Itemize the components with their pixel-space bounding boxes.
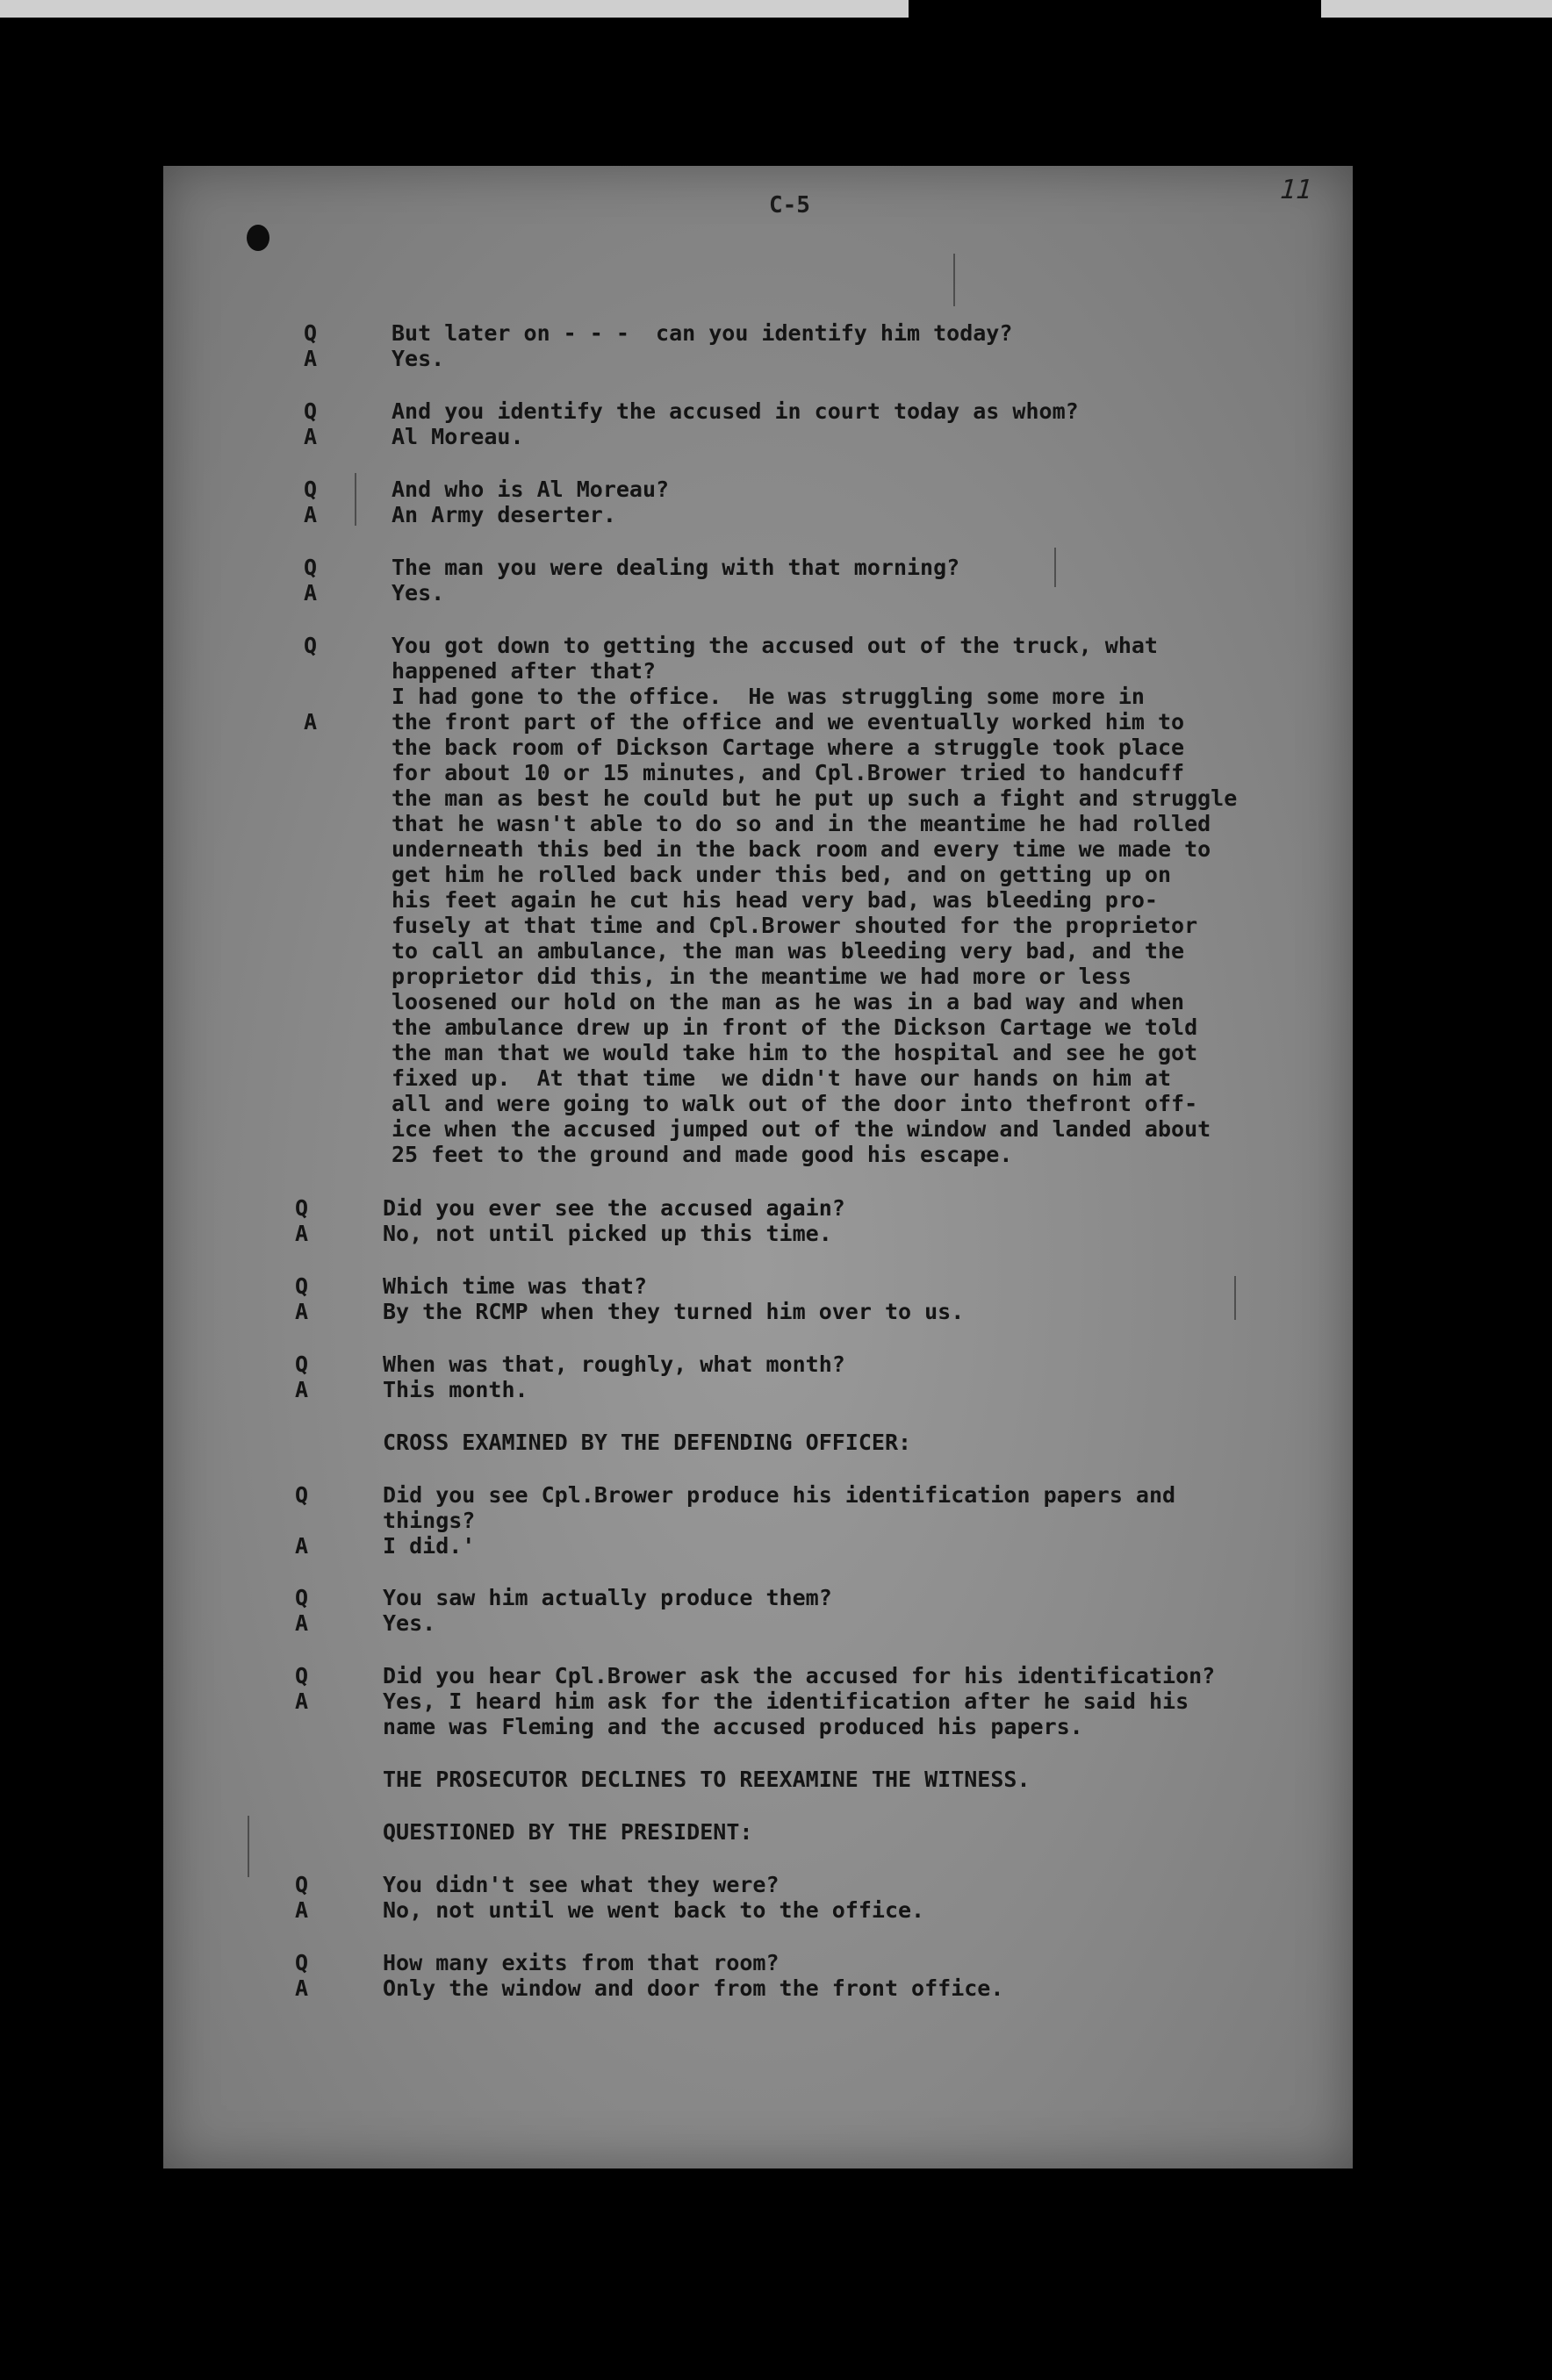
answer-marker: A [304,709,318,735]
answer-text: Yes. [383,1610,436,1636]
question-marker: Q [304,477,318,502]
question-marker: Q [304,633,318,658]
question-text: But later on - - - can you identify him today? [392,320,1013,346]
question-line: Did you see Cpl.Brower produce his identification papers and [383,1482,1176,1508]
cross-examination-heading: CROSS EXAMINED BY THE DEFENDING OFFICER: [383,1430,912,1455]
answer-text: This month. [383,1377,528,1402]
answer-line: name was Fleming and the accused produced his papers. [383,1714,1083,1739]
question-marker: Q [295,1585,309,1610]
answer-line: the man that we would take him to the hospital and see he got [392,1040,1198,1065]
question-text: And who is Al Moreau? [392,477,670,502]
answer-text: Yes. [392,346,445,371]
answer-line: his feet again he cut his head very bad, was bleeding pro- [392,887,1158,913]
question-text: You didn't see what they were? [383,1872,780,1897]
answer-line: get him he rolled back under this bed, and on getting up on [392,862,1172,887]
question-marker: Q [304,555,318,580]
answer-marker: A [304,346,318,371]
answer-text: I did.' [383,1533,476,1559]
answer-text: No, not until we went back to the office. [383,1897,925,1923]
answer-line: 25 feet to the ground and made good his escape. [392,1142,1013,1167]
answer-line: the front part of the office and we eventually worked him to [392,709,1185,735]
answer-text: No, not until picked up this time. [383,1221,832,1246]
question-line: things? [383,1508,476,1533]
question-marker: Q [295,1482,309,1508]
question-text: Which time was that? [383,1273,648,1299]
answer-marker: A [295,1377,309,1402]
question-text: You saw him actually produce them? [383,1585,832,1610]
answer-line: Yes, I heard him ask for the identification after he said his [383,1688,1189,1714]
answer-marker: A [295,1533,309,1559]
prosecutor-note: THE PROSECUTOR DECLINES TO REEXAMINE THE WITNESS. [383,1767,1031,1792]
adjacent-frame-edge-right [1321,0,1552,18]
scan-artifact-line [953,254,955,306]
answer-marker: A [295,1299,309,1324]
answer-marker: A [295,1221,309,1246]
answer-line: underneath this bed in the back room and every time we made to [392,836,1211,862]
question-marker: Q [295,1872,309,1897]
answer-text: Yes. [392,580,445,606]
answer-text: An Army deserter. [392,502,616,527]
answer-line: the man as best he could but he put up such a fight and struggle [392,785,1238,811]
answer-line: to call an ambulance, the man was bleeding very bad, and the [392,938,1185,964]
answer-marker: A [304,424,318,449]
question-text: Did you ever see the accused again? [383,1195,845,1221]
answer-line: the ambulance drew up in front of the Dickson Cartage we told [392,1014,1198,1040]
question-text: Did you hear Cpl.Brower ask the accused for his identification? [383,1663,1216,1688]
answer-marker: A [295,1975,309,2001]
scan-artifact-line [248,1816,249,1877]
question-text: And you identify the accused in court today as whom? [392,398,1079,424]
answer-marker: A [295,1688,309,1714]
answer-marker: A [304,580,318,606]
answer-text: Only the window and door from the front office. [383,1975,1004,2001]
answer-marker: A [295,1897,309,1923]
document-page [163,166,1353,2169]
answer-line: that he wasn't able to do so and in the meantime he had rolled [392,811,1211,836]
question-marker: Q [295,1950,309,1975]
question-text: How many exits from that room? [383,1950,780,1975]
answer-line: proprietor did this, in the meantime we had more or less [392,964,1132,989]
answer-marker: A [304,502,318,527]
question-text: When was that, roughly, what month? [383,1351,845,1377]
question-marker: Q [295,1195,309,1221]
answer-line: I had gone to the office. He was struggling some more in [392,684,1145,709]
corner-handwritten-mark: 11 [1275,175,1316,205]
answer-marker: A [295,1610,309,1636]
president-heading: QUESTIONED BY THE PRESIDENT: [383,1819,753,1845]
page-number: C-5 [769,192,810,219]
question-marker: Q [295,1273,309,1299]
answer-line: ice when the accused jumped out of the window and landed about [392,1116,1211,1142]
question-marker: Q [304,398,318,424]
question-line: You got down to getting the accused out of the truck, what [392,633,1158,658]
answer-text: Al Moreau. [392,424,524,449]
punch-hole [247,225,269,251]
answer-line: all and were going to walk out of the door into thefront off- [392,1091,1198,1116]
question-text: The man you were dealing with that morning? [392,555,960,580]
answer-line: for about 10 or 15 minutes, and Cpl.Brower tried to handcuff [392,760,1185,785]
question-line: happened after that? [392,658,657,684]
answer-line: loosened our hold on the man as he was in a bad way and when [392,989,1185,1014]
answer-line: the back room of Dickson Cartage where a struggle took place [392,735,1185,760]
answer-line: fixed up. At that time we didn't have our hands on him at [392,1065,1172,1091]
answer-line: fusely at that time and Cpl.Brower shouted for the proprietor [392,913,1198,938]
question-marker: Q [304,320,318,346]
question-marker: Q [295,1351,309,1377]
question-marker: Q [295,1663,309,1688]
answer-text: By the RCMP when they turned him over to us. [383,1299,965,1324]
adjacent-frame-edge-left [0,0,909,18]
